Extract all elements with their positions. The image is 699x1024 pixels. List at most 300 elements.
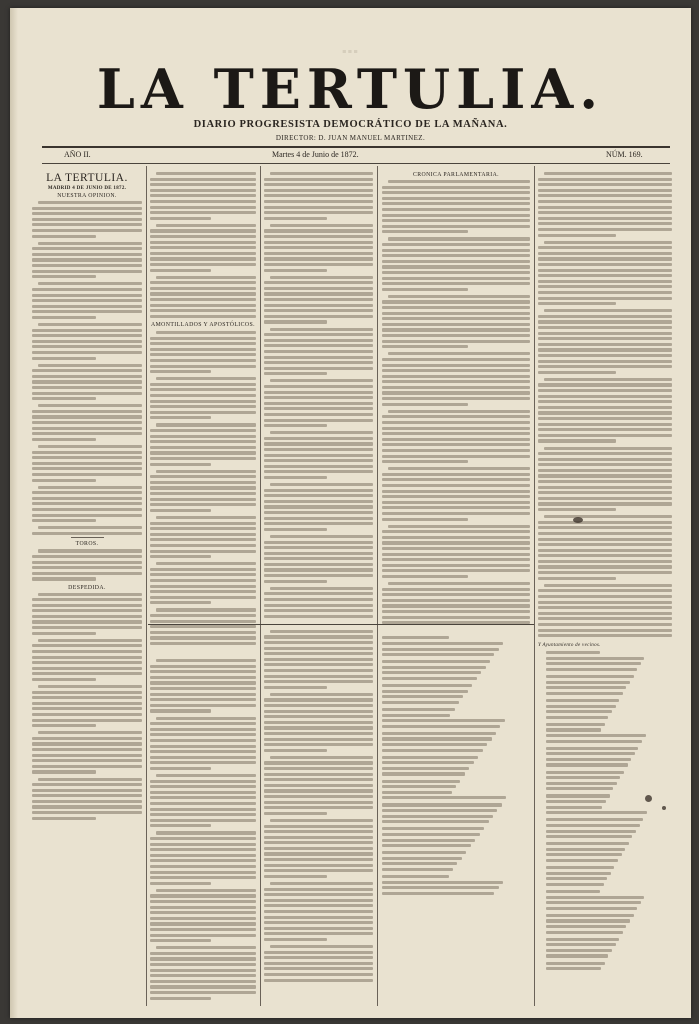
text-line (264, 211, 373, 214)
text-line (150, 854, 256, 857)
text-line (264, 552, 373, 555)
text-line (38, 526, 142, 529)
text-line (150, 928, 256, 931)
text-line (150, 538, 256, 541)
text-line (150, 550, 256, 553)
text-line (382, 575, 468, 578)
text-line (264, 217, 327, 220)
text-line (538, 348, 672, 351)
text-line (546, 811, 647, 814)
text-line (264, 568, 373, 571)
text-line (32, 491, 142, 494)
text-line (382, 214, 530, 217)
text-line (382, 449, 530, 452)
text-line (382, 421, 530, 424)
text-line (264, 749, 327, 752)
text-line (32, 427, 142, 430)
text-line (382, 749, 483, 752)
text-line (382, 536, 530, 539)
text-line (264, 698, 373, 701)
text-line (264, 773, 373, 776)
text-line (538, 252, 672, 255)
text-line (150, 939, 211, 942)
text-line (156, 470, 256, 473)
text-line (32, 817, 96, 820)
issue-info-bar (10, 149, 691, 163)
text-line (382, 271, 530, 274)
text-line (32, 258, 142, 261)
text-line (546, 890, 600, 893)
text-line (382, 254, 530, 257)
text-line (382, 306, 530, 309)
text-line (150, 457, 256, 460)
text-line (264, 292, 373, 295)
text-line (264, 830, 373, 833)
text-line (382, 288, 468, 291)
text-line (150, 991, 256, 994)
text-line (38, 364, 142, 367)
text-line (264, 669, 373, 672)
text-line (38, 593, 142, 596)
column-1 (32, 172, 142, 1002)
text-line (264, 761, 373, 764)
text-line (546, 758, 631, 761)
text-line (150, 865, 256, 868)
text-line (538, 554, 672, 557)
text-line (150, 585, 256, 588)
text-line (156, 516, 256, 519)
text-line (546, 657, 644, 660)
text-line (264, 563, 373, 566)
text-line (382, 541, 530, 544)
text-line (150, 871, 256, 874)
text-line (32, 609, 142, 612)
text-line (156, 224, 256, 227)
text-line (382, 791, 452, 794)
text-line (156, 608, 256, 611)
text-line (150, 383, 256, 386)
text-line (264, 932, 373, 935)
text-line (264, 413, 373, 416)
text-line (264, 200, 373, 203)
issue-date: Martes 4 de Junio de 1872. (272, 150, 359, 159)
text-line (32, 719, 142, 722)
text-line (264, 801, 373, 804)
text-line (150, 756, 256, 759)
section-heading-toros: TOROS. (75, 541, 99, 548)
text-line (264, 511, 373, 514)
text-line (32, 229, 142, 232)
section-heading: AMONTILLADOS Y APOSTÓLICOS. (151, 321, 255, 328)
text-line (538, 280, 672, 283)
text-line (538, 291, 672, 294)
text-line (546, 740, 642, 743)
text-line (382, 844, 471, 847)
text-line (150, 601, 211, 604)
text-line (264, 743, 373, 746)
text-line (270, 483, 373, 486)
text-line (264, 938, 327, 941)
text-line (264, 189, 373, 192)
text-line (264, 738, 373, 741)
text-line (264, 910, 373, 913)
text-line (150, 269, 211, 272)
text-line (32, 678, 96, 681)
text-line (382, 219, 530, 222)
text-line (32, 604, 142, 607)
article-body (382, 636, 530, 895)
verse-body (546, 651, 666, 970)
text-line (32, 805, 142, 808)
text-line (264, 951, 373, 954)
text-line (156, 831, 256, 834)
text-line (150, 906, 256, 909)
article-body (382, 180, 530, 624)
text-line (150, 486, 256, 489)
text-line (264, 778, 373, 781)
mirrored-fold-mark: ≡ ≡ ≡ (342, 48, 358, 56)
masthead-director: DIRECTOR: D. JUAN MANUEL MARTINEZ. (275, 134, 426, 142)
text-line (156, 331, 256, 334)
text-line (32, 415, 142, 418)
text-line (270, 224, 373, 227)
text-line (32, 707, 142, 710)
text-line (32, 218, 142, 221)
text-line (388, 295, 530, 298)
text-line (544, 309, 672, 312)
text-line (150, 400, 256, 403)
text-line (388, 237, 530, 240)
text-line (382, 785, 456, 788)
text-line (150, 573, 256, 576)
text-line (32, 508, 142, 511)
text-line (264, 836, 373, 839)
text-line (150, 353, 256, 356)
text-line (388, 180, 530, 183)
text-line (546, 651, 600, 654)
text-line (264, 522, 373, 525)
text-line (32, 783, 142, 786)
text-line (38, 201, 142, 204)
text-line (270, 630, 373, 633)
text-line (546, 699, 619, 702)
text-line (264, 726, 373, 729)
text-line (538, 269, 672, 272)
text-line (38, 685, 142, 688)
text-line (546, 763, 628, 766)
text-line (32, 375, 142, 378)
text-line (264, 715, 373, 718)
text-line (32, 691, 142, 694)
text-line (150, 934, 256, 937)
text-line (382, 495, 530, 498)
text-line (150, 429, 256, 432)
text-line (156, 423, 256, 426)
text-line (264, 784, 373, 787)
text-line (382, 191, 530, 194)
text-line (150, 194, 256, 197)
text-line (264, 183, 373, 186)
text-line (264, 841, 373, 844)
text-line (382, 473, 530, 476)
text-line (264, 847, 373, 850)
text-line (150, 813, 256, 816)
text-line (538, 246, 672, 249)
text-line (32, 789, 142, 792)
text-line (150, 257, 256, 260)
text-line (546, 877, 607, 880)
text-line (538, 274, 672, 277)
text-line (156, 377, 256, 380)
text-line (264, 893, 373, 896)
text-line (32, 577, 96, 580)
text-line (38, 731, 142, 734)
text-line (32, 502, 142, 505)
text-line (150, 235, 256, 238)
text-line (270, 328, 373, 331)
text-line (150, 693, 256, 696)
text-line (538, 486, 672, 489)
text-line (538, 469, 672, 472)
text-line (150, 791, 256, 794)
text-line (150, 631, 256, 634)
text-line (382, 415, 530, 418)
text-line (382, 369, 530, 372)
text-line (538, 257, 672, 260)
text-line (382, 610, 530, 613)
text-line (382, 260, 530, 263)
text-line (32, 340, 142, 343)
text-line (264, 505, 373, 508)
text-line (32, 305, 142, 308)
text-line (382, 518, 468, 521)
text-line (264, 680, 373, 683)
text-line (150, 665, 256, 668)
text-line (264, 385, 373, 388)
text-line (150, 894, 256, 897)
text-line (32, 724, 96, 727)
text-line (538, 194, 672, 197)
text-line (538, 285, 672, 288)
text-line (150, 522, 256, 525)
text-line (264, 372, 327, 375)
text-line (264, 476, 327, 479)
text-line (150, 527, 256, 530)
text-line (150, 365, 256, 368)
text-line (150, 292, 256, 295)
text-line (382, 243, 530, 246)
text-line (546, 681, 630, 684)
text-line (382, 530, 530, 533)
text-line (264, 419, 373, 422)
text-line (150, 492, 256, 495)
text-line (32, 748, 142, 751)
text-line (150, 263, 256, 266)
text-line (546, 883, 604, 886)
text-line (150, 217, 211, 220)
text-line (32, 800, 142, 803)
text-line (538, 532, 672, 535)
text-line (264, 246, 373, 249)
text-line (538, 302, 616, 305)
text-line (264, 367, 373, 370)
text-line (264, 609, 373, 612)
text-line (538, 480, 672, 483)
text-line (538, 406, 672, 409)
text-line (32, 519, 96, 522)
text-line (382, 386, 530, 389)
text-line (382, 455, 530, 458)
text-line (32, 702, 142, 705)
text-line (32, 451, 142, 454)
text-line (382, 230, 468, 233)
text-line (264, 858, 373, 861)
text-line (264, 541, 373, 544)
text-line (150, 579, 256, 582)
text-line (382, 300, 530, 303)
text-line (546, 782, 617, 785)
text-line (544, 172, 672, 175)
text-line (382, 839, 475, 842)
text-line (264, 852, 373, 855)
text-line (538, 383, 672, 386)
text-line (546, 818, 643, 821)
text-line (32, 253, 142, 256)
text-line (150, 745, 256, 748)
text-line (382, 701, 459, 704)
text-line (150, 211, 256, 214)
text-line (150, 785, 256, 788)
text-line (150, 463, 211, 466)
article-body (538, 172, 672, 637)
text-line (538, 439, 616, 442)
text-line (264, 888, 373, 891)
text-line (538, 463, 672, 466)
text-line (150, 475, 256, 478)
text-line (150, 337, 256, 340)
text-line (264, 704, 373, 707)
text-line (546, 859, 618, 862)
text-line (388, 352, 530, 355)
text-line (150, 636, 256, 639)
text-line (264, 517, 373, 520)
text-line (538, 206, 672, 209)
text-line (32, 334, 142, 337)
text-line (382, 432, 530, 435)
text-line (264, 921, 373, 924)
text-line (38, 549, 142, 552)
text-line (546, 771, 624, 774)
text-line (264, 604, 373, 607)
text-line (546, 901, 641, 904)
text-line (538, 452, 672, 455)
text-line (38, 282, 142, 285)
text-line (150, 533, 256, 536)
text-line (538, 543, 672, 546)
text-line (538, 606, 672, 609)
text-line (264, 229, 373, 232)
text-line (382, 809, 497, 812)
text-line (382, 725, 500, 728)
text-line (382, 317, 530, 320)
text-line (382, 827, 484, 830)
text-line (382, 358, 530, 361)
text-line (32, 432, 142, 435)
text-line (382, 265, 530, 268)
text-line (32, 380, 142, 383)
text-line (150, 922, 256, 925)
article-body (150, 172, 256, 318)
text-line (382, 328, 530, 331)
text-line (382, 636, 449, 639)
text-line (150, 544, 256, 547)
text-line (264, 424, 327, 427)
text-line (150, 796, 256, 799)
text-line (544, 378, 672, 381)
text-line (382, 202, 530, 205)
text-line (538, 589, 672, 592)
text-line (270, 276, 373, 279)
column-5 (538, 172, 672, 1002)
text-line (546, 919, 630, 922)
text-line (32, 386, 142, 389)
text-line (382, 772, 465, 775)
text-line (546, 962, 605, 965)
text-line (382, 660, 490, 663)
text-line (150, 642, 256, 645)
text-line (264, 448, 373, 451)
text-line (150, 802, 256, 805)
text-line (150, 359, 256, 362)
text-line (32, 615, 142, 618)
text-line (32, 811, 142, 814)
text-line (270, 587, 373, 590)
text-line (538, 474, 672, 477)
text-line (538, 508, 616, 511)
text-line (32, 572, 142, 575)
masthead-rule-bottom (42, 163, 670, 164)
text-line (270, 945, 373, 948)
text-line (264, 580, 327, 583)
column-divider (377, 166, 378, 1006)
text-line (264, 557, 373, 560)
text-line (382, 708, 455, 711)
text-line (382, 857, 462, 860)
text-line (382, 599, 530, 602)
text-line (264, 641, 373, 644)
text-line (150, 405, 256, 408)
text-line (38, 323, 142, 326)
text-line (546, 907, 637, 910)
text-line (382, 403, 468, 406)
text-line (32, 299, 142, 302)
text-line (32, 397, 96, 400)
text-line (538, 434, 672, 437)
text-line (150, 189, 256, 192)
article-body (32, 549, 142, 580)
text-line (32, 661, 142, 664)
text-line (150, 957, 256, 960)
text-line (264, 574, 373, 577)
text-line (546, 842, 629, 845)
text-line (538, 497, 672, 500)
text-line (382, 714, 450, 717)
text-line (538, 360, 672, 363)
text-line (150, 446, 256, 449)
text-line (382, 803, 502, 806)
text-line (32, 473, 142, 476)
text-line (32, 667, 142, 670)
